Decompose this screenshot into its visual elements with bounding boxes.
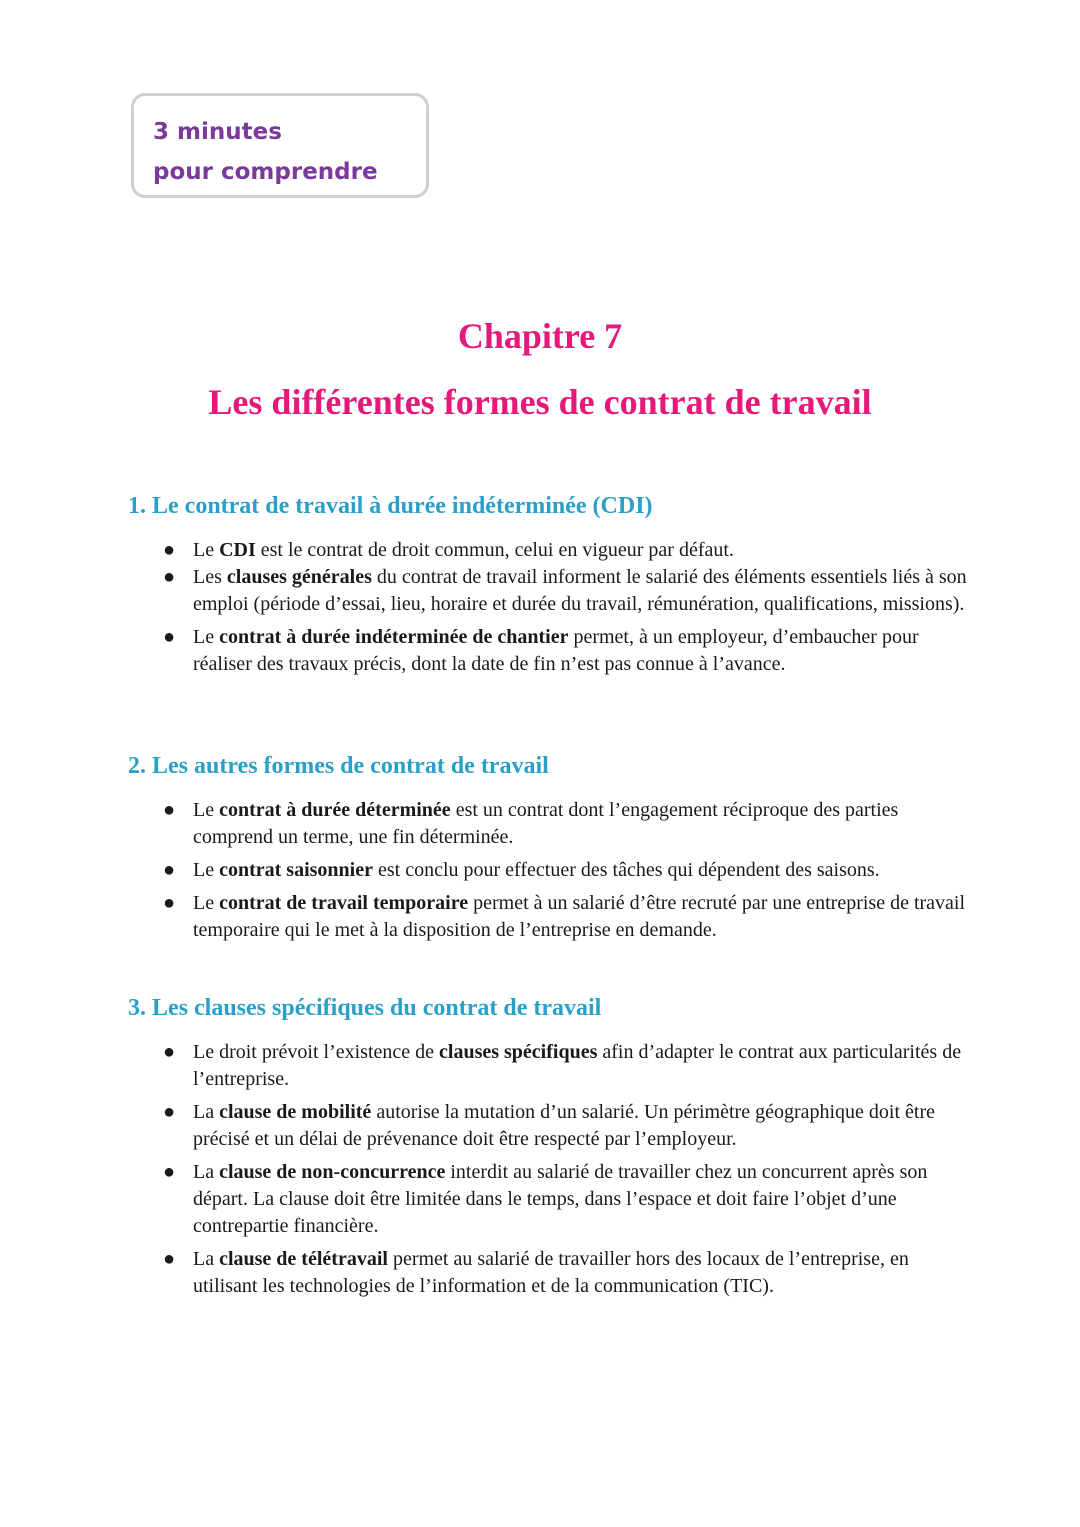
bullet-icon: ● (163, 1041, 176, 1063)
bullet-icon: ● (163, 626, 176, 648)
list-item: ● Le contrat de travail temporaire permet à un salarié d’être recruté par une entreprise de travail temporaire qui le met à la disposition de l’entreprise en demande. (163, 892, 966, 941)
list-item: ● Le contrat à durée indéterminée de chantier permet, à un employeur, d’embaucher pour réaliser des travaux précis, dont la date de fin n’est pas connue à l’avance. (163, 626, 919, 675)
time-badge (131, 93, 429, 198)
chapter-title: Les différentes formes de contrat de travail (208, 382, 872, 422)
list-item: ● La clause de télétravail permet au salarié de travailler hors des locaux de l’entreprise, en utilisant les technologies de l’information et de la communication (TIC). (163, 1248, 909, 1297)
list-item: ● Les clauses générales du contrat de travail informent le salarié des éléments essentiels liés à son emploi (période d’essai, lieu, horaire et durée du travail, rémunération, qualifications, missions). (163, 566, 967, 615)
list-item: ● Le contrat à durée déterminée est un contrat dont l’engagement réciproque des parties comprend un terme, une fin déterminée. (163, 799, 899, 848)
bullet-icon: ● (163, 1101, 176, 1123)
list-item: ● Le droit prévoit l’existence de clauses spécifiques afin d’adapter le contrat aux particularités de l’entreprise. (163, 1041, 962, 1090)
bullet-list (128, 537, 968, 678)
bullet-icon: ● (163, 1248, 176, 1270)
bullet-icon: ● (163, 539, 176, 561)
bullet-icon: ● (163, 799, 176, 821)
chapter-number: Chapitre 7 (457, 316, 623, 356)
list-item: ● Le contrat saisonnier est conclu pour effectuer des tâches qui dépendent des saisons. (193, 857, 968, 884)
list-item: ● La clause de non-concurrence interdit au salarié de travailler chez un concurrent après son départ. La clause doit être limitée dans le temps, dans l’espace et doit faire l’objet d’une contrepartie financière. (163, 1161, 928, 1237)
bullet-list (128, 797, 968, 944)
section-heading: 3. Les clauses spécifiques du contrat de travail (128, 995, 602, 1021)
bullet-icon: ● (163, 892, 176, 914)
bullet-icon: ● (163, 566, 176, 588)
bullet-list (128, 1039, 968, 1300)
section-heading: 1. Le contrat de travail à durée indéterminée (CDI) (128, 493, 653, 519)
badge-line-minutes: 3 minutes (153, 119, 282, 145)
list-item: ● Le CDI est le contrat de droit commun, celui en vigueur par défaut. (193, 537, 968, 564)
section-clauses-specifiques (128, 993, 968, 1300)
badge-line-comprendre: pour comprendre (153, 159, 378, 185)
bullet-icon: ● (163, 1161, 176, 1183)
section-heading: 2. Les autres formes de contrat de travail (128, 753, 549, 779)
section-cdi (128, 491, 968, 678)
section-autres-formes (128, 751, 968, 944)
bullet-icon: ● (163, 859, 176, 881)
list-item: ● La clause de mobilité autorise la mutation d’un salarié. Un périmètre géographique doit être précisé et un délai de prévenance doit être respecté par l’employeur. (163, 1101, 936, 1150)
